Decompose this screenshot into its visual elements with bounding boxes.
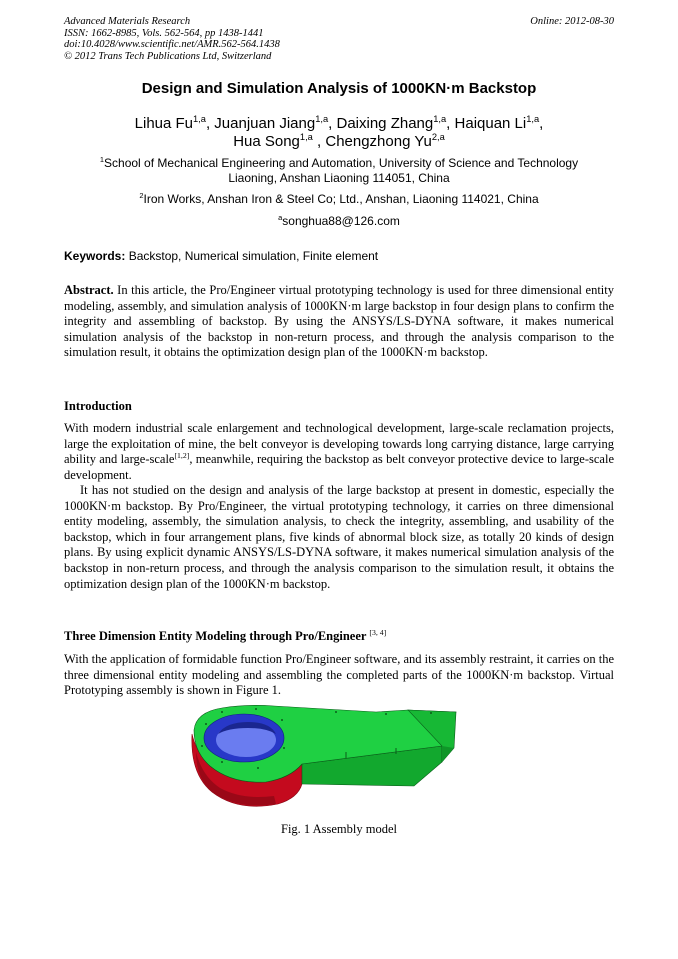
bolt [205, 723, 207, 725]
introduction-paragraph-2: It has not studied on the design and analysis of the large backstop at present in domestic, especially the 1000KN·m backstop. By Pro/Engineer, the virtual prototyping technology, it carries on three dimensional entity modeling, assembly, the simulation analysis, to check the integrity, assembling, and usability of the backstop, which in four arrangement plans, five kinds of abnormal block size, as totally 20 kinds of design plans. By using explicit dynamic ANSYS/LS-DYNA software, it makes numerical simulation analysis of the backstop in non-return process, and through the analysis comparison to the simulation result, it obtains the optimization design plan of the 1000KN·m backstop. [64, 483, 614, 591]
citation: [1,2] [174, 451, 190, 461]
journal-header [64, 16, 280, 62]
abstract-label: Abstract. [64, 283, 114, 297]
citation: [3, 4] [369, 627, 387, 637]
affiliation-2: $^2$Iron Works, Anshan Iron & Steel Co; Ltd., Anshan, Liaoning 114021, China [139, 191, 539, 206]
keywords-label: Keywords: [64, 249, 126, 263]
bolt [221, 761, 223, 763]
affiliation-1: $^1$School of Mechanical Engineering and Automation, University of Science and Technology Liaoning, Anshan Liaoning 114051, China [99, 155, 579, 185]
bolt [283, 747, 285, 749]
author-email: $^a$songhua88@126.com [278, 213, 400, 228]
online-date: Online: 2012-08-30 [530, 16, 614, 27]
keywords-text: Backstop, Numerical simulation, Finite element [125, 249, 379, 263]
author: Hua Song$^{1,a}$ , [233, 132, 326, 150]
journal-name: Advanced Materials Research [64, 16, 191, 27]
author: Chengzhong Yu$^{2,a}$ [325, 132, 445, 150]
section-heading: Three Dimension Entity Modeling through Pro/Engineer [3, 4] [64, 627, 387, 643]
bolt [201, 745, 203, 747]
author: Juanjuan Jiang$^{1,a}$, [214, 114, 337, 132]
author-list [60, 115, 618, 151]
introduction-heading: Introduction [64, 399, 132, 413]
bolt [430, 712, 432, 714]
keywords [64, 249, 378, 263]
section-paragraph: With the application of formidable function Pro/Engineer software, and its assembly restraint, it carries on the three dimensional entity modeling and assembling the completed parts of the 1000KN·m backstop. Virtual Prototyping assembly is shown in Figure 1. [64, 652, 614, 698]
bolt [385, 713, 387, 715]
copyright-line: © 2012 Trans Tech Publications Ltd, Switzerland [64, 50, 272, 62]
doi-line: doi:10.4028/www.scientific.net/AMR.562-564.1438 [64, 39, 280, 50]
bolt [255, 708, 257, 710]
author: Daixing Zhang$^{1,a}$, [336, 114, 455, 132]
figure-caption: Fig. 1 Assembly model [281, 822, 397, 836]
bolt [221, 711, 223, 713]
end-block-face [442, 746, 454, 762]
assembly-model-figure [186, 704, 466, 814]
author: Haiquan Li$^{1,a}$, [454, 114, 544, 132]
abstract [64, 283, 614, 361]
paper-title: Design and Simulation Analysis of 1000KN·m Backstop [141, 80, 537, 97]
bolt [257, 767, 259, 769]
introduction-paragraph-1: With modern industrial scale enlargement and technological development, large-scale reclamation projects, large the exploitation of mine, the belt conveyor is developing towards long carrying distance, large carrying ability and large-scale[1,2], meanwhile, requiring the backstop as belt conveyor protective device to large-scale development. [64, 421, 614, 482]
bolt [281, 719, 283, 721]
issn-line: ISSN: 1662-8985, Vols. 562-564, pp 1438-1441 [64, 27, 264, 39]
bolt [335, 711, 337, 713]
abstract-text: In this article, the Pro/Engineer virtual prototyping technology is used for three dimensional entity modeling, assembly, and simulation analysis of 1000KN·m large backstop in four design plans to confirm the integrity and assembling of backstop. By using the ANSYS/LS-DYNA software, it makes numerical simulation analysis of the backstop in non-return process, and through the analysis comparison to the simulation result, it obtains the optimization design plan of the 1000KN·m backstop. [64, 283, 614, 360]
author: Lihua Fu$^{1,a}$, [134, 114, 215, 132]
